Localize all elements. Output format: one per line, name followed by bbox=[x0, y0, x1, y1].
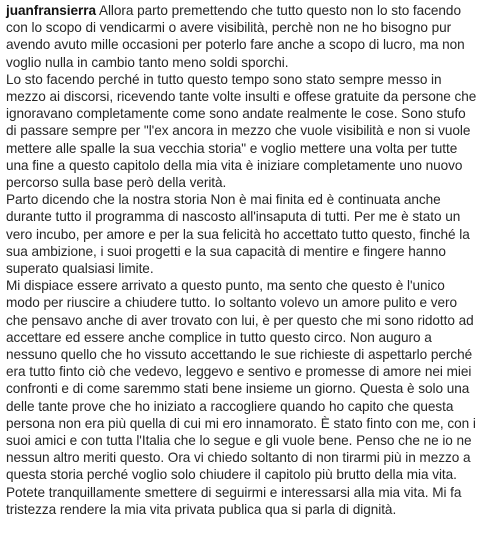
caption-line: confronti e di come saremmo stati bene insieme un giorno. Questa è solo una bbox=[6, 381, 470, 397]
caption-line: vero incubo, per amore e per la sua felicità ho accettato tutto questo, finché la bbox=[6, 226, 470, 242]
caption-line: nessun altro meriti questo. Ora vi chiedo soltanto di non tirarmi più in mezzo a bbox=[6, 450, 471, 466]
caption-line: durante tutto il programma di nascosto all'insaputa di tutti. Per me è stato un bbox=[6, 209, 461, 225]
caption-line: delle tante prove che ho iniziato a raccogliere quando ho capito che questa bbox=[6, 398, 454, 414]
caption-line: superato qualsiasi limite. bbox=[6, 261, 154, 277]
caption-line: con lo scopo di vendicarmi o avere visibilità, perchè non ne ho bisogno pur bbox=[6, 20, 452, 36]
caption-line: voglio nulla in cambio tanto meno soldi sporchi. bbox=[6, 54, 289, 70]
caption-line: tristezza rendere la mia vita privata publica qua si parla di dignità. bbox=[6, 501, 397, 517]
username-link[interactable]: juanfransierra bbox=[6, 3, 96, 18]
caption-line: Lo sto facendo perché in tutto questo tempo sono stato sempre messo in bbox=[6, 71, 442, 87]
caption-line: ignoravano completamente come sono andate realmente le cose. Sono stufo bbox=[6, 106, 466, 122]
caption-line: che pensavo anche di aver trovato con lui, è per questo che mi sono ridotto ad bbox=[6, 312, 474, 328]
caption-line: di passare sempre per "l'ex ancora in mezzo che vuole visibilità e non si vuole bbox=[6, 123, 471, 139]
caption-line: Parto dicendo che la nostra storia Non è mai finita ed è continuata anche bbox=[6, 192, 441, 208]
caption-line bbox=[6, 2, 490, 19]
caption-line: una fine a questo capitolo della mia vita è iniziare completamente uno nuovo bbox=[6, 157, 463, 173]
caption-line: persona non era più quella di cui mi ero innamorato. È stato finto con me, con i bbox=[6, 415, 476, 431]
caption-line: questa storia perché voglio solo chiudere il capitolo più brutto della mia vita. bbox=[6, 467, 457, 483]
caption-line: modo per riuscire a chiudere tutto. Io soltanto volevo un amore pulito e vero bbox=[6, 295, 458, 311]
caption-line: accettare ed essere anche complice in tutto questo circo. Non auguro a bbox=[6, 329, 432, 345]
caption-line: nessuno quello che ho vissuto accettando le sue richieste di aspettarlo perché bbox=[6, 347, 473, 363]
caption-line: era tutto finto ciò che vedevo, leggevo e sentivo e promesse di amore nei miei bbox=[6, 364, 472, 380]
caption-line: percorso sulla base però della verità. bbox=[6, 175, 227, 191]
caption-line: suoi amici e con tutta l'Italia che lo segue e gli vuole bene. Penso che ne io ne bbox=[6, 433, 472, 449]
caption-line: mettere alle spalle la sua vecchia storia" e voglio mettere una volta per tutte bbox=[6, 140, 458, 156]
caption-line: avendo avuto mille occasioni per poterlo fare anche a scopo di lucro, ma non bbox=[6, 37, 465, 53]
caption-text: Allora parto premettendo che tutto questo non lo sto facendo bbox=[95, 3, 461, 18]
caption-line: Mi dispiace essere arrivato a questo punto, ma sento che questo è l'unico bbox=[6, 278, 445, 294]
caption-line: Potete tranquillamente smettere di seguirmi e interessarsi alla mia vita. Mi fa bbox=[6, 484, 462, 500]
post-caption bbox=[6, 2, 490, 518]
caption-line: sua ambizione, i suoi progetti e la sua capacità di mentire e fingere hanno bbox=[6, 243, 446, 259]
caption-line: mezzo ai discorsi, ricevendo tante volte insulti e offese gratuite da persone che bbox=[6, 89, 477, 105]
